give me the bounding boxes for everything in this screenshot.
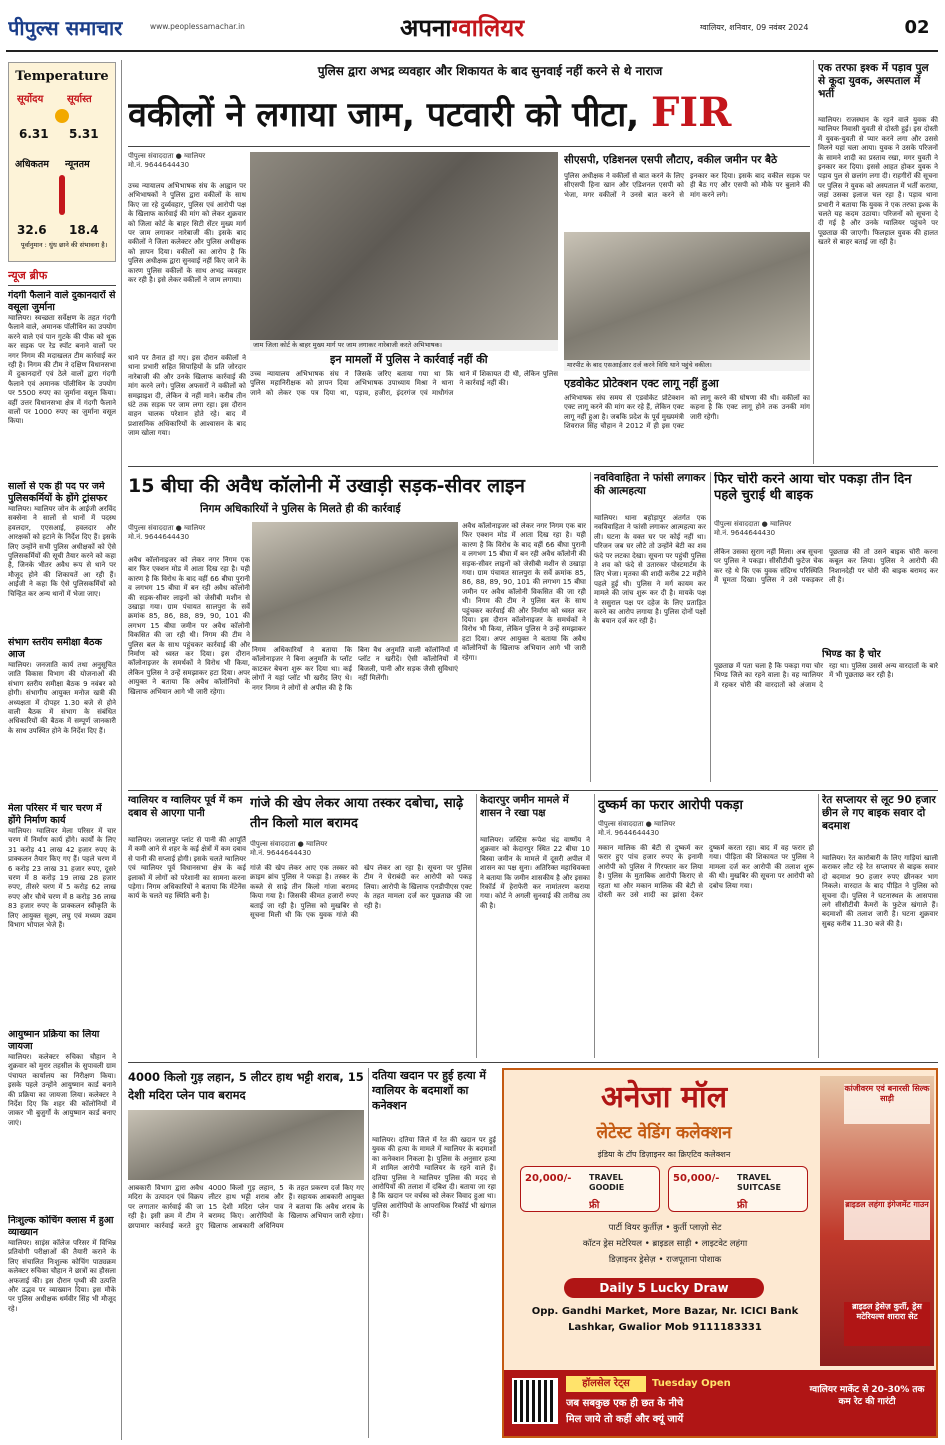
brief-title: मेला परिसर में चार चरण में होंगे निर्माण कार्य — [8, 803, 102, 826]
lead-box-headline: इन मामलों में पुलिस ने कार्रवाई नहीं की — [330, 353, 488, 366]
lead-photo-caption: जाम जिला कोर्ट के बाहर मुख्य मार्ग पर जाम लगाकर नारेबाजी करते अभिभाषक। — [250, 340, 558, 351]
brief-title: संभाग स्तरीय समीक्षा बैठक आज — [8, 637, 102, 660]
rape-headline: दुष्कर्म का फरार आरोपी पकड़ा — [598, 798, 743, 813]
lead-sub-caption: मारपीट के बाद एसआईआर दर्ज करने विधि थाने पहुंचे वकील। — [564, 360, 810, 371]
suicide-body: ग्वालियर। थाना बहोड़ापुर अंतर्गत एक नवविवाहिता ने फांसी लगाकर आत्महत्या कर ली। घटना के वक्त घर पर कोई नहीं था। परिजन जब घर लौटे तो उन्होंने बेटी का शव फंदे पर लटका देखा। सूचना पर पहुंची पुलिस ने शव को फंदे से उतारकर पोस्टमार्टम के लिए भेजा। मृतका की शादी करीब 22 महीने पहले हुई थी। पुलिस ने मर्ग कायम कर मामले की जांच शुरू कर दी है। मायके पक्ष ने ससुराल पक्ष पर दहेज के लिए प्रताड़ित करने का आरोप लगाया है। पुलिस दोनों पक्षों के बयान दर्ज कर रही है। — [594, 514, 706, 626]
column-divider — [368, 1068, 369, 1438]
masthead — [0, 0, 945, 56]
brief-item — [8, 481, 116, 631]
brief-rule — [8, 285, 116, 286]
bike-headline: फिर चोरी करने आया चोर पकड़ा तीन दिन पहले चुराई थी बाइक — [714, 472, 912, 503]
offer-1-free: फ्री — [589, 1200, 600, 1211]
colony-byline: पीपुल्स संवाददाता ● ग्वालियर — [128, 524, 206, 532]
bike-mobile: मो.नं. 9644644430 — [714, 529, 776, 537]
footer-tag: Tuesday Open — [652, 1378, 731, 1389]
website: www.peoplessamachar.in — [150, 22, 245, 31]
bike-body: लेकिन उसका सुराग नहीं मिला। अब सूचना पर पुलिस ने पकड़ा। सीसीटीवी फुटेज चेक कर रहे थे कि एक युवक संदिग्ध परिस्थिति में घूमता दिखा। पुलिस ने उसे पकड़कर पूछताछ की तो उसने बाइक चोरी करना कबूल कर लिया। पुलिस ने आरोपी की निशानदेही पर चोरी की बाइक बरामद कर ली है। — [714, 548, 938, 585]
column-divider — [594, 794, 595, 1058]
sunset-value: 5.31 — [69, 127, 99, 141]
ad-draw: Daily 5 Lucky Draw — [564, 1278, 764, 1298]
right-top-headline: एक तरफा इश्क में पड़ाव पुल से कूदा युवक, अस्पताल में भर्ती — [818, 62, 929, 100]
lead-mobile: मो.नं. 9644644430 — [128, 161, 190, 169]
column-divider — [813, 60, 814, 464]
railway-body: ग्वालियर। रेत कारोबारी के लिए गाड़ियां खाली कराकर लौट रहे रेत सप्लायर से बाइक सवार दो बदमाश 90 हजार रुपए छीनकर भाग निकले। वारदात के बाद पीड़ित ने पुलिस को सूचना दी। पुलिस ने घटनास्थल के आसपास लगे सीसीटीवी कैमरों के फुटेज खंगाले हैं। बदमाशों की तलाश जारी है। घटना शुक्रवार सुबह करीब 11.30 बजे की है। — [822, 854, 938, 928]
ad-offer-1 — [520, 1166, 660, 1212]
colony-headline: 15 बीघा की अवैध कॉलोनी में उखाड़ी सड़क-सीवर लाइन — [128, 475, 525, 497]
gwalior-east-body: ग्वालियर। जलालपुर प्लांट से पानी की आपूर्ति में कमी आने से शहर के कई क्षेत्रों में कम दबाव से पानी की सप्लाई होगी। इसके चलते ग्वालियर एवं ग्वालियर पूर्व विधानसभा क्षेत्र के कई इलाकों में लोगों को परेशानी का सामना करना पड़ेगा। निगम अधिकारियों ने बताया कि मेंटेनेंस कार्य के चलते यह स्थिति बनी है। — [128, 836, 246, 901]
footer-line-2: मिल जाये तो कहीं और क्यूं जायें — [566, 1414, 684, 1425]
colony-byline-box — [128, 524, 250, 548]
ad-items-1: पार्टी वियर कुर्तीज़ • कुर्ती प्लाज़ो सेट — [608, 1223, 722, 1233]
ad-title: अनेजा मॉल — [600, 1080, 728, 1115]
act-body: अभिभाषक संघ समय से एडवोकेट प्रोटेक्शन एक्ट लागू करने की मांग कर रहे हैं, लेकिन एक्ट लागू नहीं हुआ है। जबकि प्रदेश के पूर्व मुख्यमंत्री शिवराज सिंह चौहान ने 2012 में ही इस एक्ट को लागू करने की घोषणा की थी। वकीलों का कहना है कि एक्ट लागू होने तक उनकी मांग जारी रहेगी। — [564, 394, 810, 431]
ganja-headline: गांजे की खेप लेकर आया तस्कर दबोचा, साढ़े तीन किलो माल बरामद — [250, 796, 464, 831]
datia-body: ग्वालियर। दतिया जिले में रेत की खदान पर हुई युवक की हत्या के मामले में ग्वालियर के बदमाशों का कनेक्शन निकला है। पुलिस के अनुसार हत्या में शामिल आरोपी ग्वालियर के रहने वाले हैं। दतिया पुलिस ने ग्वालियर पुलिस की मदद से आरोपियों की तलाश में दबिश दी। बताया जा रहा है कि खदान पर वर्चस्व को लेकर विवाद हुआ था। पुलिस आरोपियों के आपराधिक रिकॉर्ड भी खंगाल रही है। — [372, 1136, 496, 1220]
brief-title: गंदगी फैलाने वाले दुकानदारों से वसूला जुर्माना — [8, 290, 116, 313]
brand-logo — [8, 14, 148, 42]
suicide-headline: नवविवाहिता ने फांसी लगाकर की आत्महत्या — [594, 472, 706, 497]
lead-sub-headline: सीएसपी, एडिशनल एसपी लौटाए, वकील जमीन पर बैठे — [564, 154, 778, 166]
gwalior-east-headline: ग्वालियर व ग्वालियर पूर्व में कम दबाव से आएगा पानी — [128, 795, 243, 819]
colony-body: अवैध कॉलोनाइजर को लेकर नगर निगम एक बार फिर एक्शन मोड में आता दिख रहा है। यही कारण है कि विरोध के बाद वहीं 66 बीघा पुरानी व लगभग 15 बीघा में बन रही अवैध कॉलोनी की सड़क-सीवर लाइनों को जेसीबी मशीन से उखाड़ा गया। ग्राम पंचायत सालपुरा के सर्वे क्रमांक 85, 86, 88, 89, 90, 101 की लगभग 15 बीघा जमीन पर अवैध कॉलोनी विकसित की जा रही थी। निगम की टीम ने पुलिस बल के साथ पहुंचकर कार्रवाई की और निर्माण को ध्वस्त कर दिया। इस दौरान कॉलोनाइजर के समर्थकों ने विरोध भी किया, लेकिन पुलिस ने उन्हें समझाकर हटा दिया। अपर आयुक्त ने बताया कि अवैध कॉलोनियों के खिलाफ अभियान आगे भी जारी रहेगा। — [128, 556, 250, 696]
ad-items-3: डिज़ाइनर ड्रेसेज़ • राजपूताना पोशाक — [608, 1255, 722, 1265]
ad-right-1: कांजीवरम एवं बनारसी सिल्क साड़ी — [844, 1084, 930, 1124]
colony-mobile: मो.नं. 9644644430 — [128, 533, 190, 541]
brief-body: ग्वालियर। ग्वालियर मेला परिसर में चार चरण में निर्माण कार्य होंगे। कार्यों के लिए 31 करोड़ 41 लाख 42 हजार रुपए के प्राक्कलन तैयार किए गए हैं। पहले चरण में 6 करोड़ 23 लाख 31 हजार रुपए, दूसरे चरण में 8 करोड़ 19 लाख 28 हजार रुपए, तीसरे चरण में 5 करोड़ 62 लाख रुपए और चौथे चरण में 8 करोड़ 36 लाख 83 हजार रुपए के प्राक्कलन स्वीकृति के लिए आयुक्त सूक्ष्म, लघु एवं मध्यम उद्यम विभाग भोपाल भेजे हैं। — [8, 827, 116, 930]
railway-headline: रेत सप्लायर से लूट 90 हजार छीन ले गए बाइक सवार दो बदमाश — [822, 794, 936, 832]
ad-offer-2 — [668, 1166, 808, 1212]
lead-byline-box — [128, 152, 250, 178]
lead-kicker: पुलिस द्वारा अभद्र व्यवहार और शिकायत के बाद सुनवाई नहीं करने से थे नाराज — [317, 64, 663, 78]
ganja-byline-box — [250, 840, 472, 862]
column-divider — [710, 472, 711, 782]
section-city: ग्वालियर — [451, 14, 525, 42]
lead-box-body: उच्च न्यायालय अभिभाषक संघ ने पुलिस महानिरीक्षक को ज्ञापन दिया जाने को लेकर एक पत्र दिया था, जिसके जरिए बताया गया था कि अभिभाषक उपाध्याय मिश्रा ने थाना पड़ाव, हजीरा, इंदरगंज एवं माधौगंज थाने में शिकायत दी थी, लेकिन पुलिस ने कार्रवाई नहीं की। — [250, 370, 558, 397]
datia-headline: दतिया खदान पर हुई हत्या में ग्वालियर के बदमाशों का कनेक्शन — [372, 1069, 486, 1112]
lead-photo — [250, 152, 558, 340]
ad-address: Opp. Gandhi Market, More Bazar, Nr. ICICI Bank Lashkar, Gwalior Mob 9111183331 — [531, 1306, 799, 1333]
sunrise-value: 6.31 — [19, 127, 49, 141]
brief-item — [8, 637, 116, 797]
min-label: न्यूनतम — [65, 159, 90, 170]
section-rule — [128, 1062, 938, 1063]
offer-2-amount: 50,000/- — [673, 1173, 720, 1184]
kedarpur-body: ग्वालियर। जस्टिस रूपेश चंद्र वार्ष्णेय ने शुक्रवार को केदारपुर स्थित 22 बीघा 10 बिस्वा जमीन के मामले में दूसरी अपील में शासन का पक्ष सुना। अतिरिक्त महाधिवक्ता ने बताया कि जमीन शासकीय है और इसका रिकॉर्ड में हेराफेरी कर नामांतरण कराया गया। कोर्ट ने अगली सुनवाई की तारीख तय की है। — [480, 836, 590, 910]
lead-sub-photo — [564, 232, 810, 360]
weather-box — [8, 62, 116, 262]
rape-byline: पीपुल्स संवाददाता ● ग्वालियर — [598, 820, 676, 828]
lead-body-2: थाने पर तैनात हो गए। इस दौरान वकीलों ने थाना प्रभारी सहित सिपाहियों के प्रति जोरदार नारेबाजी की और उनके खिलाफ कार्रवाई की मांग करने लगे। पुलिस अफसरों ने वकीलों को समझाइश दी, लेकिन वे नहीं माने। करीब तीन घंटे तक सड़क पर जाम लगा रहा। इस दौरान वाहन चालक परेशान होते रहे। बाद में प्रशासनिक अधिकारियों के आश्वासन के बाद जाम खोला गया। — [128, 354, 246, 438]
ad-subtitle: लेटेस्ट वेडिंग कलेक्शन — [596, 1123, 732, 1143]
dateline: ग्वालियर, शनिवार, 09 नवंबर 2024 — [700, 23, 809, 32]
bike-sub: भिण्ड का है चोर — [822, 649, 881, 660]
offer-1-amount: 20,000/- — [525, 1173, 572, 1184]
rape-body: मकान मालिक की बेटी से दुष्कर्म कर फरार हुए पांच हजार रुपए के इनामी आरोपी को पुलिस ने गिरफ्तार कर लिया है। पुलिस के मुताबिक आरोपी किराए से रहता था और मकान मालिक की बेटी से दोस्ती कर उसे शादी का झांसा देकर दुष्कर्म करता रहा। बाद में वह फरार हो गया। पीड़िता की शिकायत पर पुलिस ने मामला दर्ज कर आरोपी की तलाश शुरू की थी। मुखबिर की सूचना पर आरोपी को दबोच लिया गया। — [598, 844, 814, 900]
section-rule — [128, 790, 938, 791]
act-headline: एडवोकेट प्रोटेक्शन एक्ट लागू नहीं हुआ — [564, 377, 719, 390]
colony-body-2: निगम अधिकारियों ने बताया कि कॉलोनाइजर ने बिना अनुमति के प्लॉट काटकर बेचना शुरू कर दिया था। कई लोगों ने यहां प्लॉट भी खरीद लिए थे। नगर निगम ने लोगों से अपील की है कि बिना वैध अनुमति वाली कॉलोनियों में प्लॉट न खरीदें। ऐसी कॉलोनियों में बिजली, पानी और सड़क जैसी सुविधाएं नहीं मिलेंगी। — [252, 646, 458, 692]
brief-title: आयुष्मान प्रक्रिया का लिया जायजा — [8, 1029, 100, 1052]
lead-body-1: उच्च न्यायालय अभिभाषक संघ के आह्वान पर अभिभाषकों ने पुलिस द्वारा वकीलों के साथ किए जा रहे दुर्व्यवहार, पुलिस एवं आरोपी पक्ष के खिलाफ कार्रवाई की मांग को लेकर शुक्रवार को जिला कोर्ट के बाहर सिटी सेंटर मुख्य मार्ग पर जाम लगाकर नारेबाजी की। इसके बाद वकीलों ने जिला कलेक्टर और पुलिस अधीक्षक को ज्ञापन दिया। वकीलों का आरोप है कि पुलिस अधीक्षक द्वारा सुनवाई नहीं किए जाने के कारण पुलिस वकीलों के साथ अभद्र व्यवहार कर रही है। इसे लेकर वकीलों ने जाम लगाया। — [128, 182, 246, 285]
right-top-body: ग्वालियर। राजस्थान के रहने वाले युवक की ग्वालियर निवासी युवती से दोस्ती हुई। इस दोस्ती में युवक-युवती से प्यार करने लगा और उससे मिलने यहां चला आया। युवक ने उसके परिजनों के सामने शादी का प्रस्ताव रखा, मगर युवती ने इनकार कर दिया। इससे आहत होकर युवक ने पड़ाव पुल से छलांग लगा दी। राहगीरों की सूचना पर पुलिस ने युवक को अस्पताल में भर्ती कराया, जहां उसका इलाज चल रहा है। पड़ाव थाना प्रभारी ने बताया कि युवक ने एक तरफा इश्क के चलते यह कदम उठाया। परिजनों को सूचना दे दी गई है और उनके ग्वालियर पहुंचने पर पूछताछ की जाएगी। फिलहाल युवक की हालत खतरे से बाहर बताई जा रही है। — [818, 116, 938, 247]
ad-right-3: ब्राइडल ड्रेसेज़ कुर्ती, ड्रेस मटेरियल्स शारारा सेट — [844, 1302, 930, 1346]
brief-body: ग्वालियर। कलेक्टर रुचिका चौहान ने शुक्रवार को मुरार तहसील के सुपावली ग्राम पंचायत कार्यालय का निरीक्षण किया। इसके पहले उन्होंने आयुष्मान कार्ड बनाने की प्रक्रिया का जायजा लिया। कलेक्टर ने निर्देश दिए कि शहर की कॉलोनियों में जाकर भी बुजुर्गों के आयुष्मान कार्ड बनाए जाएं। — [8, 1053, 116, 1127]
brand-name: पीपुल्स समाचार — [8, 16, 123, 40]
ad-tagline: इंडिया के टॉप डिज़ाइनर का क्रिएटिव कलेक्शन — [597, 1150, 731, 1159]
max-value: 32.6 — [17, 223, 47, 237]
sunrise-label: सूर्योदय — [17, 94, 44, 105]
ganja-mobile: मो.नं. 9644644430 — [250, 849, 312, 857]
footer-line-1: जब सबकुछ एक ही छत के नीचे — [566, 1398, 684, 1409]
ad-right-2: ब्राइडल लहंगा इंगेजमेंट गाउन — [844, 1200, 930, 1240]
colony-deck: निगम अधिकारियों ने पुलिस के मिलते ही की कार्रवाई — [200, 503, 401, 515]
bike-byline: पीपुल्स संवाददाता ● ग्वालियर — [714, 520, 792, 528]
lead-byline: पीपुल्स संवाददाता ● ग्वालियर — [128, 152, 206, 160]
rape-mobile: मो.नं. 9644644430 — [598, 829, 660, 837]
liquor-photo — [128, 1110, 364, 1180]
column-divider — [818, 794, 819, 1058]
ganja-body: गांजे की खेप लेकर आए एक तस्कर को क्राइम ब्रांच पुलिस ने पकड़ा है। तस्कर के कब्जे से साढ़े तीन किलो गांजा बरामद किया गया है। जिसकी कीमत हजारों रुपए बताई जा रही है। पुलिस को मुखबिर से सूचना मिली थी कि एक युवक गांजे की खेप लेकर आ रहा है। सूचना पर पुलिस टीम ने घेराबंदी कर आरोपी को पकड़ लिया। आरोपी के खिलाफ एनडीपीएस एक्ट के तहत मामला दर्ज कर पूछताछ की जा रही है। — [250, 864, 472, 920]
max-label: अधिकतम — [15, 159, 49, 170]
footer-right: ग्वालियर मार्केट से 20-30% तक कम रेट की गारंटी — [809, 1385, 925, 1407]
bike-byline-box — [714, 520, 938, 544]
lead-rule — [128, 146, 810, 147]
offer-2-label: TRAVEL SUITCASE — [737, 1173, 781, 1192]
footer-badge: हॉलसेल रेट्स — [566, 1376, 646, 1392]
brief-body: ग्वालियर। स्वच्छता सर्वेक्षण के तहत गंदगी फैलाने वाले, अमानक पॉलीथिन का उपयोग करने वाले एवं पान गुटके की पीक को थूक कर सड़क पर रेड स्पॉट बनाने वालों पर नगर निगम की मदाखलत टीम कार्रवाई कर रही है। निगम की टीम ने दक्षिण विधानसभा में दुकानदारों एवं ठेले वालों द्वारा गंदगी फैलाने एवं अमानक पॉलीथिन के उपयोग पर 5500 रुपए का जुर्माना वसूल किया। वहीं उत्तर विधानसभा क्षेत्र में गंदगी फैलाने वालों पर 1000 रुपए का जुर्माना वसूल किया। — [8, 314, 116, 426]
lead-headline — [128, 84, 808, 142]
column-divider — [590, 472, 591, 782]
ad-items-2: कॉटन ड्रेस मटेरियल • ब्राइडल साड़ी • लाइटवेट लहंगा — [582, 1239, 748, 1249]
brief-item — [8, 1029, 116, 1209]
rape-byline-box — [598, 820, 814, 842]
thermometer-icon — [59, 175, 65, 215]
offer-1-label: TRAVEL GOODIE — [589, 1173, 625, 1192]
brief-title: निःशुल्क कोचिंग क्लास में हुआ व्याख्यान — [8, 1215, 114, 1238]
liquor-body: आबकारी विभाग द्वारा अवैध मदिरा के उत्पादन एवं विक्रय पर लगातार कार्रवाई की जा रही है। इसी क्रम में टीम ने छापामार कार्रवाई करते हुए 4000 किलो गुड़ लहान, 5 लीटर हाथ भट्टी शराब और 15 देशी मदिरा प्लेन पाव बरामद किए। आरोपियों के खिलाफ आबकारी अधिनियम के तहत प्रकरण दर्ज किए गए हैं। सहायक आबकारी आयुक्त ने बताया कि अवैध शराब के खिलाफ अभियान जारी रहेगा। — [128, 1184, 364, 1230]
brief-item — [8, 290, 116, 475]
forecast: पूर्वानुमान : धुंध छाने की संभावना है। — [20, 241, 108, 249]
min-value: 18.4 — [69, 223, 99, 237]
ganja-byline: पीपुल्स संवाददाता ● ग्वालियर — [250, 840, 328, 848]
section-title — [400, 12, 600, 44]
column-divider — [476, 794, 477, 1058]
section-prefix: अपना — [400, 14, 452, 42]
brief-title: सालों से एक ही पद पर जमे पुलिसकर्मियों के होंगे ट्रांसफर — [8, 481, 108, 504]
qr-code — [512, 1378, 558, 1424]
lead-headline-text: वकीलों ने लगाया जाम, पटवारी को पीटा, — [128, 95, 640, 135]
masthead-rule — [6, 50, 938, 52]
sunset-label: सूर्यास्त — [67, 94, 92, 105]
liquor-headline: 4000 किलो गुड़ लहान, 5 लीटर हाथ भट्टी शराब, 15 देशी मदिरा प्लेन पाव बरामद — [128, 1070, 364, 1102]
ad-items — [520, 1220, 810, 1272]
section-rule — [128, 466, 938, 467]
brief-item — [8, 1215, 116, 1425]
column-divider — [121, 60, 122, 1440]
brief-body: ग्वालियर। जनजाति कार्य तथा अनुसूचित जाति विकास विभाग की योजनाओं की संभाग स्तरीय समीक्षा बैठक 9 नवंबर को होगी। संभागीय आयुक्त मनोज खत्री की अध्यक्षता में दोपहर 1.30 बजे से होने वाली बैठक में संभाग के संबंधित अधिकारियों की बैठक में सम्पूर्ण जानकारी के साथ उपस्थित होने के निर्देश दिए हैं। — [8, 661, 116, 735]
lead-headline-accent: FIR — [651, 89, 732, 136]
colony-photo — [252, 522, 458, 642]
colony-body-3: अवैध कॉलोनाइजर को लेकर नगर निगम एक बार फिर एक्शन मोड में आता दिख रहा है। यही कारण है कि विरोध के बाद वहीं 66 बीघा पुरानी व लगभग 15 बीघा में बन रही अवैध कॉलोनी की सड़क-सीवर लाइनों को जेसीबी मशीन से उखाड़ा गया। ग्राम पंचायत सालपुरा के सर्वे क्रमांक 85, 86, 88, 89, 90, 101 की लगभग 15 बीघा जमीन पर अवैध कॉलोनी विकसित की जा रही थी। निगम की टीम ने पुलिस बल के साथ पहुंचकर कार्रवाई की और निर्माण को ध्वस्त कर दिया। इस दौरान कॉलोनाइजर के समर्थकों ने विरोध भी किया, लेकिन पुलिस ने उन्हें समझाकर हटा दिया। अपर आयुक्त ने बताया कि अवैध कॉलोनियों के खिलाफ अभियान आगे भी जारी रहेगा। — [462, 522, 586, 662]
sun-icon — [55, 109, 69, 123]
offer-2-free: फ्री — [737, 1200, 748, 1211]
ad-footer — [504, 1370, 936, 1436]
lead-sub-body: पुलिस अधीक्षक ने वकीलों से बात करने के लिए सीएसपी हिना खान और एडिशनल एसपी को भेजा, मगर वकीलों ने उनसे बात करने से इनकार कर दिया। इसके बाद वकील सड़क पर ही बैठ गए और एसपी को मौके पर बुलाने की मांग करने लगे। — [564, 172, 810, 199]
brief-body: ग्वालियर। साइंस कॉलेज परिसर में विभिन्न प्रतियोगी परीक्षाओं की तैयारी कराने के लिए संचालित निःशुल्क कोचिंग पाठ्यक्रम कलेक्टर रुचिका चौहान ने छात्रों का हौसला अफजाई की। इस दौरान पृथ्वी की उत्पत्ति और उद्भव पर व्याख्यान दिया। इस मौके पर पुलिस अधीक्षक धर्मवीर सिंह भी मौजूद रहे। — [8, 1239, 116, 1313]
brief-label: न्यूज ब्रीफ — [8, 269, 48, 282]
page-number: 02 — [904, 17, 930, 38]
brief-body: ग्वालियर। ग्वालियर जोन के आईजी अरविंद सक्सेना ने सालों से थानों में पदस्थ हवलदार, एएसआई, हवलदार और आरक्षकों को हटाने के निर्देश दिए हैं। इसके लिए उन्होंने सभी पुलिस अधीक्षकों को ऐसे पुलिसकर्मियों की सूची तैयार करने को कहा है, जिनके भीतर अवैध रूप से थाने पर मौजूद होने की शिकायतें आ रही हैं। आईजी ने कहा कि ऐसे पुलिसकर्मियों को चिन्हित कर अन्य थानों में भेजा जाए। — [8, 505, 116, 598]
brief-item — [8, 803, 116, 1023]
brief-column — [8, 290, 116, 1440]
weather-title: Temperature — [15, 69, 109, 84]
ad-aneja-mall[interactable] — [502, 1068, 938, 1438]
bike-sub-body: पूछताछ में पता चला है कि पकड़ा गया चोर भिण्ड जिले का रहने वाला है। वह ग्वालियर में रहकर चोरी की वारदातों को अंजाम दे रहा था। पुलिस उससे अन्य वारदातों के बारे में भी पूछताछ कर रही है। — [714, 662, 938, 689]
kedarpur-headline: केदारपुर जमीन मामले में शासन ने रखा पक्ष — [480, 795, 569, 819]
